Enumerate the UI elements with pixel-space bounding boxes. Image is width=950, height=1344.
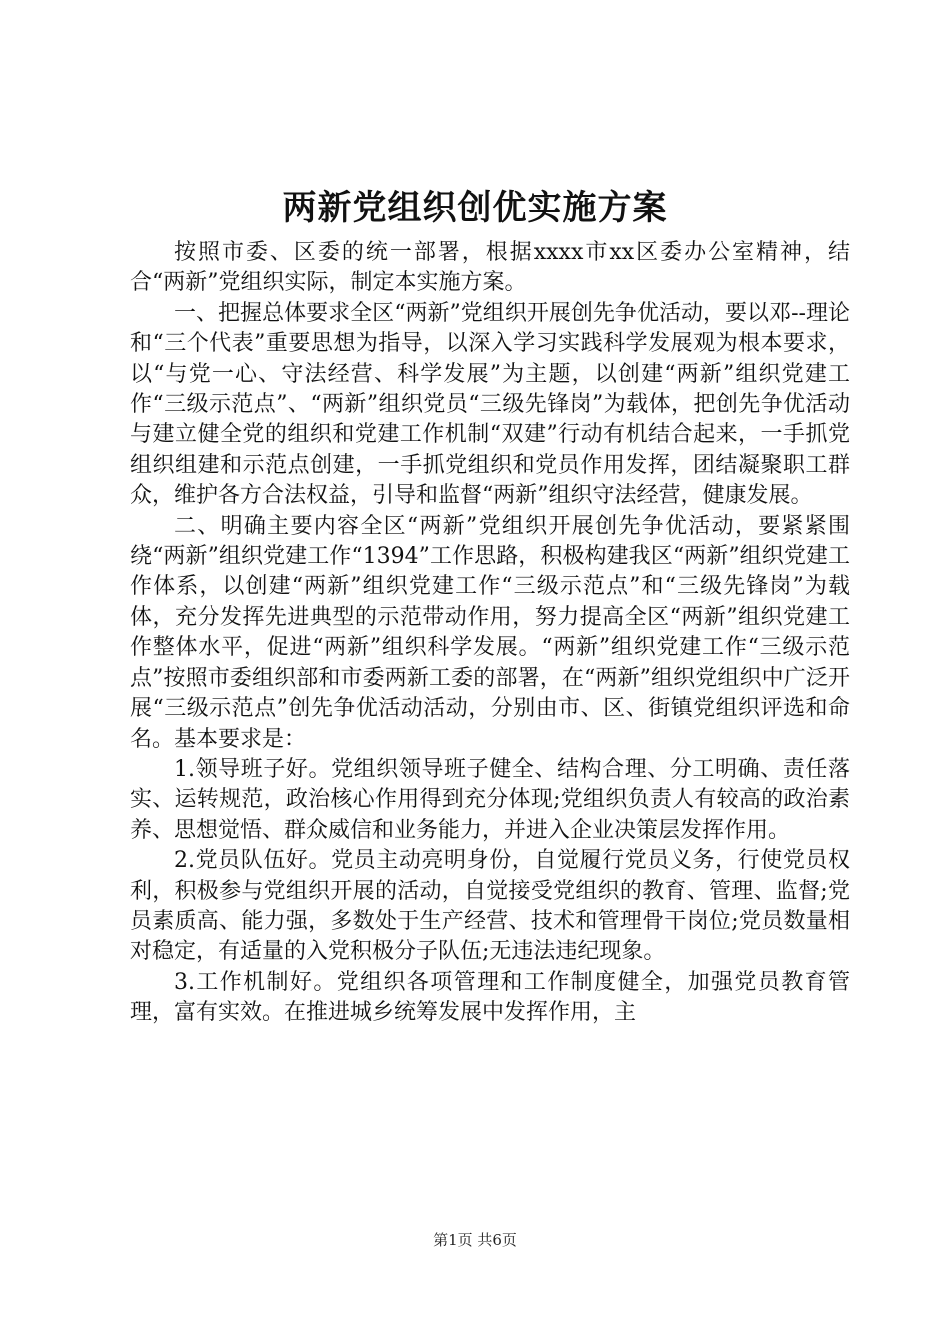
- paragraph-item-3: 3.工作机制好。党组织各项管理和工作制度健全，加强党员教育管理，富有实效。在推进城乡统筹发展中发挥作用，主: [130, 969, 850, 1026]
- paragraph-item-2: 2.党员队伍好。党员主动亮明身份，自觉履行党员义务，行使党员权利，积极参与党组织开展的活动，自觉接受党组织的教育、管理、监督;党员素质高、能力强，多数处于生产经营、技术和管理骨干岗位;党员数量相对稳定，有适量的入党积极分子队伍;无违法违纪现象。: [130, 848, 850, 965]
- document-body: [130, 238, 850, 1029]
- page-number-footer: 第1页 共6页: [433, 1231, 517, 1249]
- document-title: 两新党组织创优实施方案: [282, 188, 668, 228]
- paragraph-item-1: 1.领导班子好。党组织领导班子健全、结构合理、分工明确、责任落实、运转规范，政治核心作用得到充分体现;党组织负责人有较高的政治素养、思想觉悟、群众威信和业务能力，并进入企业决策层发挥作用。: [130, 756, 850, 843]
- paragraph-intro: 按照市委、区委的统一部署，根据xxxx市xx区委办公室精神，结合“两新”党组织实际，制定本实施方案。: [130, 240, 850, 296]
- paragraph-section-2: 二、明确主要内容全区“两新”党组织开展创先争优活动，要紧紧围绕“两新”组织党建工作“1394”工作思路，积极构建我区“两新”组织党建工作体系，以创建“两新”组织党建工作“三级示范点”和“三级先锋岗”为载体，充分发挥先进典型的示范带动作用，努力提高全区“两新”组织党建工作整体水平，促进“两新”组织科学发展。“两新”组织党建工作“三级示范点”按照市委组织部和市委两新工委的部署，在“两新”组织党组织中广泛开展“三级示范点”创先争优活动活动，分别由市、区、街镇党组织评选和命名。基本要求是：: [130, 513, 850, 752]
- paragraph-section-1: 一、把握总体要求全区“两新”党组织开展创先争优活动，要以邓--理论和“三个代表”重要思想为指导，以深入学习实践科学发展观为根本要求，以“与党一心、守法经营、科学发展”为主题，以创建“两新”组织党建工作“三级示范点”、“两新”组织党员“三级先锋岗”为载体，把创先争优活动与建立健全党的组织和党建工作机制“双建”行动有机结合起来，一手抓党组织组建和示范点创建，一手抓党组织和党员作用发挥，团结凝聚职工群众，维护各方合法权益，引导和监督“两新”组织守法经营，健康发展。: [130, 300, 850, 509]
